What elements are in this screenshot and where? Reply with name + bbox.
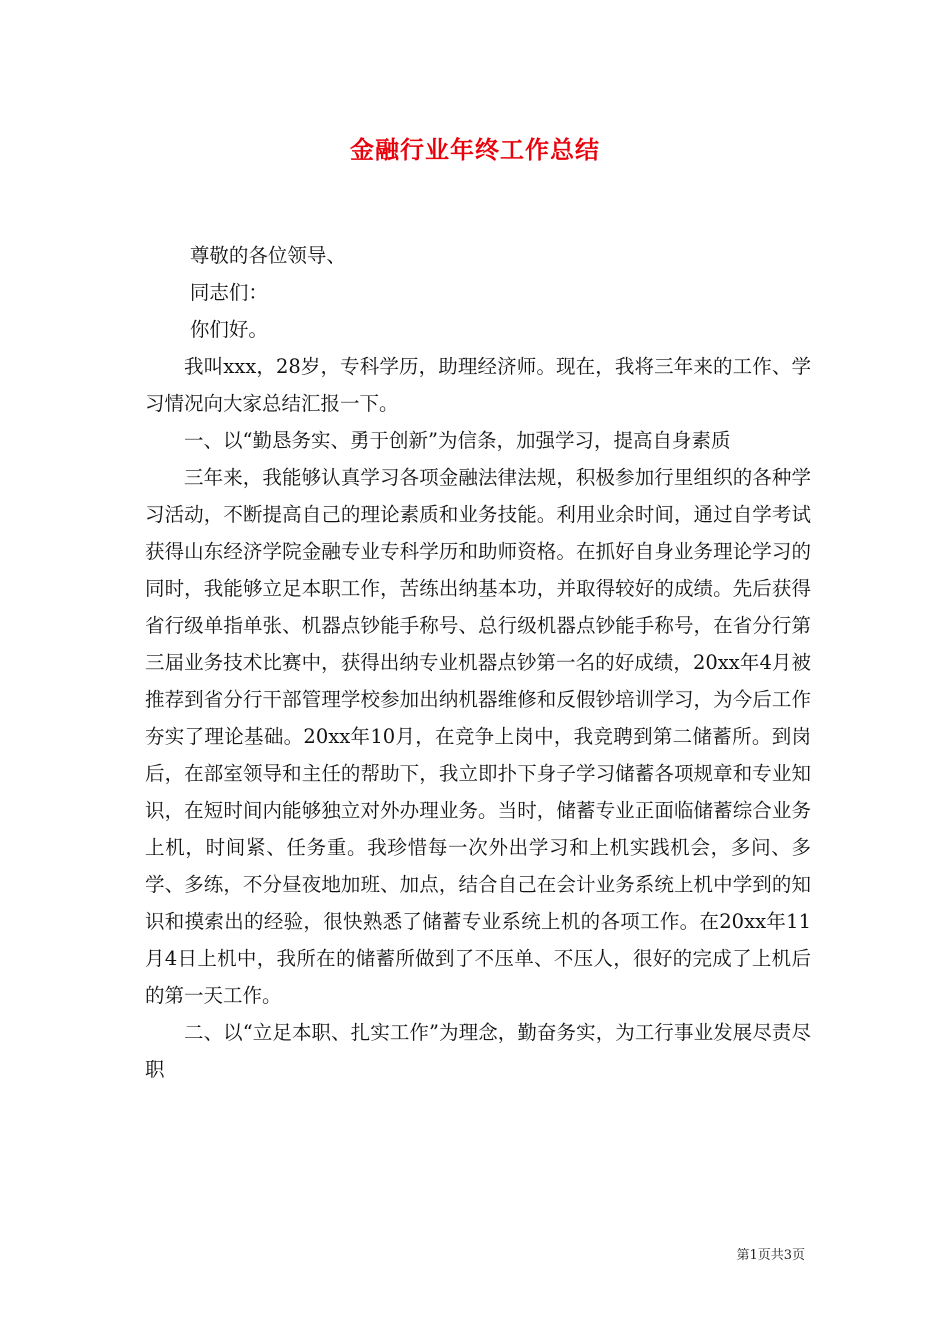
page-footer: 第1页共3页 <box>736 1248 805 1263</box>
intro-paragraph: 我叫xxx，28岁，专科学历，助理经济师。现在，我将三年来的工作、学习情况向大家总结汇报一下。 <box>145 355 811 415</box>
document-title: 金融行业年终工作总结 <box>350 135 600 164</box>
salutation-line-1: 尊敬的各位领导、 <box>189 244 346 267</box>
section-heading-1: 一、以“勤恳务实、勇于创新”为信条，加强学习，提高自身素质 <box>184 429 731 452</box>
section-1-paragraph: 三年来，我能够认真学习各项金融法律法规，积极参加行里组织的各种学习活动，不断提高自己的理论素质和业务技能。利用业余时间，通过自学考试获得山东经济学院金融专业专科学历和助师资格。在抓好自身业务理论学习的同时，我能够立足本职工作，苦练出纳基本功，并取得较好的成绩。先后获得省行级单指单张、机器点钞能手称号、总行级机器点钞能手称号，在省分行第三届业务技术比赛中，获得出纳专业机器点钞第一名的好成绩，20xx年4月被推荐到省分行干部管理学校参加出纳机器维修和反假钞培训学习，为今后工作夯实了理论基础。20xx年10月，在竞争上岗中，我竞聘到第二储蓄所。到岗后，在部室领导和主任的帮助下，我立即扑下身子学习储蓄各项规章和专业知识，在短时间内能够独立对外办理业务。当时，储蓄专业正面临储蓄综合业务上机，时间紧、任务重。我珍惜每一次外出学习和上机实践机会，多问、多学、多练，不分昼夜地加班、加点，结合自己在会计业务系统上机中学到的知识和摸索出的经验，很快熟悉了储蓄专业系统上机的各项工作。在20xx年11月4日上机中，我所在的储蓄所做到了不压单、不压人，很好的完成了上机后的第一天工作。 <box>145 466 811 1007</box>
greeting: 你们好。 <box>189 318 268 341</box>
salutation-line-2: 同志们： <box>189 281 268 304</box>
document-body <box>145 237 811 1088</box>
section-heading-2: 二、以“立足本职、扎实工作”为理念，勤奋务实，为工行事业发展尽责尽职 <box>145 1021 811 1081</box>
